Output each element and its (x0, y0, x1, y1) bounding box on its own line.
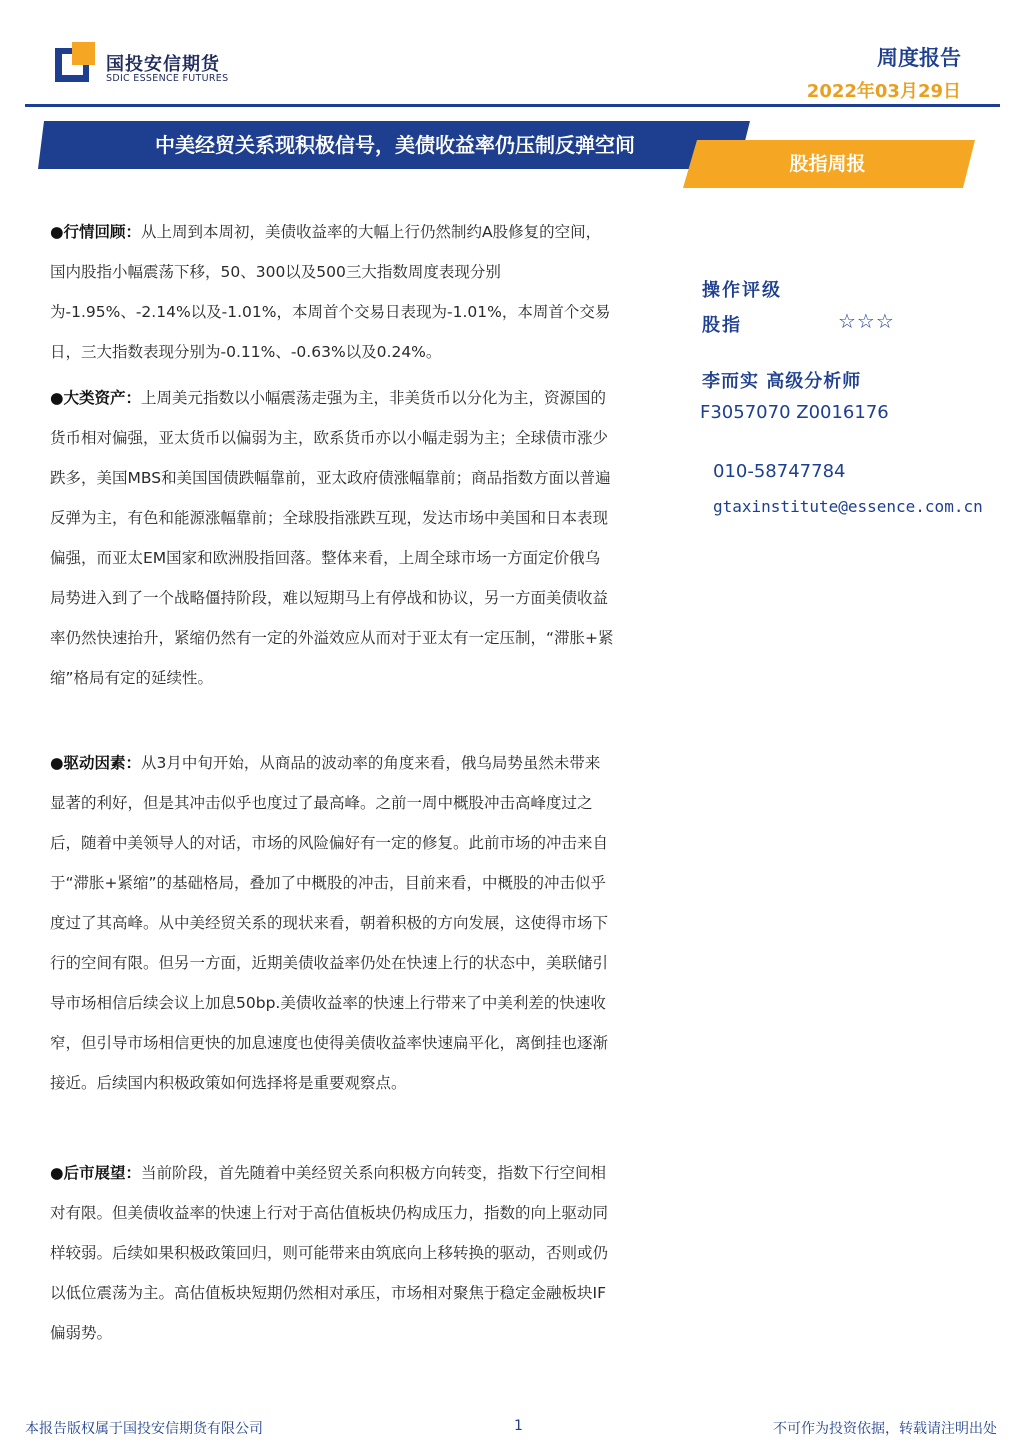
analyst-phone: 010-58747784 (713, 461, 846, 482)
footer-disclaimer: 不可作为投资依据，转载请注明出处 (773, 1421, 997, 1437)
section-asset-classes (50, 378, 615, 698)
logo-english-name: SDIC ESSENCE FUTURES (106, 73, 229, 84)
rating-title: 操作评级 (702, 280, 782, 301)
header-divider (25, 104, 1000, 107)
analyst-email[interactable]: gtaxinstitute@essence.com.cn (713, 497, 983, 516)
analyst-certificate: F3057070 Z0016176 (700, 402, 889, 423)
section-market-review (50, 212, 615, 372)
section-head: ●驱动因素： (50, 754, 142, 772)
category-tag: 股指周报 (789, 153, 866, 175)
section-head: ●行情回顾： (50, 223, 142, 241)
logo-chinese-name: 国投安信期货 (106, 54, 220, 75)
report-date: 2022年03月29日 (806, 81, 961, 102)
section-text: 从3月中旬开始，从商品的波动率的角度来看，俄乌局势虽然未带来显著的利好，但是其冲击似乎也度过了最高峰。之前一周中概股冲击高峰度过之后，随着中美领导人的对话，市场的风险偏好有一定的修复。此前市场的冲击来自于“滞胀+紧缩”的基础格局，叠加了中概股的冲击，目前来看，中概股的冲击似乎度过了其高峰。从中美经贸关系的现状来看，朝着积极的方向发展，这使得市场下行的空间有限。但另一方面，近期美债收益率仍处在快速上行的状态中，美联储引导市场相信后续会议上加息50bp.美债收益率的快速上行带来了中美利差的快速收窄，但引导市场相信更快的加息速度也使得美债收益率快速扁平化，离倒挂也逐渐接近。后续国内积极政策如何选择将是重要观察点。 (50, 754, 609, 1092)
report-title: 中美经贸关系现积极信号，美债收益率仍压制反弹空间 (155, 133, 635, 157)
page-number: 1 (514, 1418, 523, 1434)
rating-item: 股指 (702, 315, 742, 336)
rating-stars-icon: ☆☆☆ (838, 309, 895, 333)
section-head: ●大类资产： (50, 389, 142, 407)
analyst-name: 李而实 高级分析师 (702, 371, 862, 392)
section-head: ●后市展望： (50, 1164, 142, 1182)
section-drivers (50, 743, 615, 1103)
section-text: 上周美元指数以小幅震荡走强为主，非美货币以分化为主，资源国的货币相对偏强，亚太货币以偏弱为主，欧系货币亦以小幅走弱为主；全球债市涨少跌多，美国MBS和美国国债跌幅靠前，亚太政府债涨幅靠前；商品指数方面以普遍反弹为主，有色和能源涨幅靠前；全球股指涨跌互现，发达市场中美国和日本表现偏强，而亚太EM国家和欧洲股指回落。整体来看，上周全球市场一方面定价俄乌局势进入到了一个战略僵持阶段，难以短期马上有停战和协议，另一方面美债收益率仍然快速抬升，紧缩仍然有一定的外溢效应从而对于亚太有一定压制，“滞胀+紧缩”格局有定的延续性。 (50, 389, 614, 687)
section-text: 从上周到本周初，美债收益率的大幅上行仍然制约A股修复的空间，国内股指小幅震荡下移，50、300以及500三大指数周度表现分别为-1.95%、-2.14%以及-1.01%，本周首个交易日表现为-1.01%，本周首个交易日，三大指数表现分别为-0.11%、-0.63%以及0.24%。 (50, 223, 611, 361)
section-text: 当前阶段，首先随着中美经贸关系向积极方向转变，指数下行空间相对有限。但美债收益率的快速上行对于高估值板块仍构成压力，指数的向上驱动同样较弱。后续如果积极政策回归，则可能带来由筑底向上移转换的驱动，否则或仍以低位震荡为主。高估值板块短期仍然相对承压，市场相对聚焦于稳定金融板块IF偏弱势。 (50, 1164, 609, 1342)
report-type: 周度报告 (877, 46, 961, 70)
company-logo-icon (55, 42, 95, 82)
footer-copyright: 本报告版权属于国投安信期货有限公司 (25, 1421, 263, 1437)
section-outlook (50, 1153, 615, 1353)
